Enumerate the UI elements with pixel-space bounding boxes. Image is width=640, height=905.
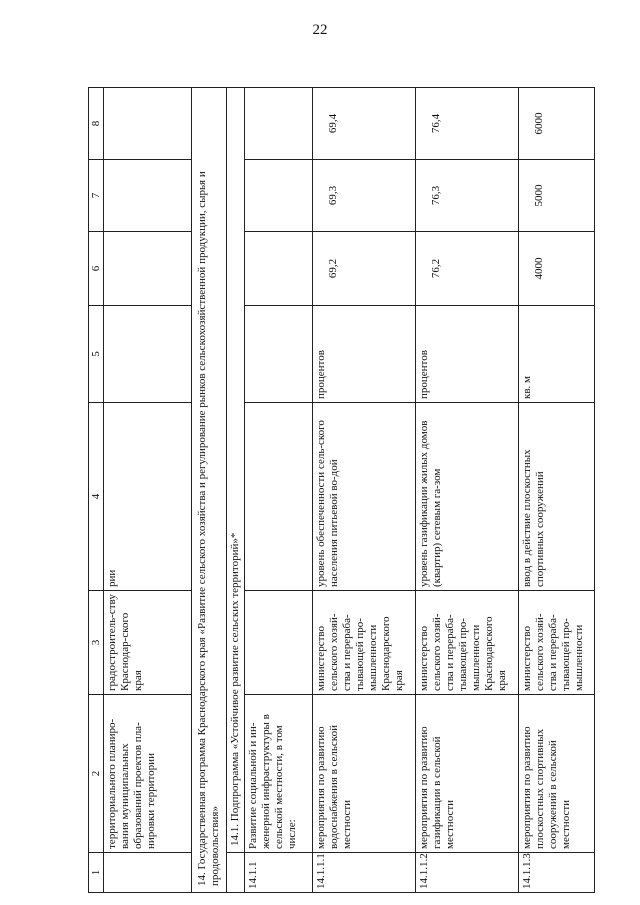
program-row <box>192 88 227 893</box>
cell-num: 14.1.1.2 <box>416 853 519 893</box>
cell-value <box>245 232 313 306</box>
cell-indicator: уровень газификации жилых домов (квартир) сетевым га-зом <box>416 403 519 591</box>
cell-unit: кв. м <box>519 306 595 403</box>
value-text: 76,3 <box>430 185 442 206</box>
value-text: 4000 <box>533 257 545 280</box>
cell-unit: процентов <box>313 306 416 403</box>
table-row <box>245 88 313 893</box>
cell-indicator <box>245 403 313 591</box>
table-row <box>519 88 595 893</box>
value-text: 76,4 <box>430 113 442 134</box>
cell-responsible: министерство сельского хозяй-ства и перераба-тывающей про-мышленности Краснодарского края <box>313 591 416 695</box>
subprogram-title: 14.1. Подпрограмма «Устойчивое развитие сельских территорий»* <box>227 88 245 853</box>
cell-value <box>416 160 519 232</box>
rotated-table-area <box>88 88 585 893</box>
cell-responsible: министерство сельского хозяй-ства и перераба-тывающей про-мышленности <box>519 591 595 695</box>
rotated-content <box>88 88 585 893</box>
value-text: 69,2 <box>327 258 339 279</box>
column-header: 1 <box>89 853 104 893</box>
cell-num: 14.1.1 <box>245 853 313 893</box>
value-text: 69,4 <box>327 113 339 134</box>
cell-value <box>519 88 595 160</box>
cell-value <box>416 232 519 306</box>
cell-responsible: градостроитель-ству Краснодар-ского края <box>104 591 192 695</box>
cell-responsible <box>245 591 313 695</box>
cell-unit: процентов <box>416 306 519 403</box>
cell-indicator: уровень обеспеченности сель-ского населения питьевой во-дой <box>313 403 416 591</box>
column-header: 3 <box>89 591 104 695</box>
column-header: 4 <box>89 403 104 591</box>
cell-value <box>519 232 595 306</box>
value-text: 5000 <box>533 184 545 207</box>
column-header: 6 <box>89 232 104 306</box>
cell-num: 14.1.1.1 <box>313 853 416 893</box>
cell-indicator: ввод в действие плоскостных спортивных сооружений <box>519 403 595 591</box>
cell-unit <box>245 306 313 403</box>
value-text: 6000 <box>533 112 545 135</box>
cell-value <box>519 160 595 232</box>
column-header: 2 <box>89 695 104 853</box>
value-text: 69,3 <box>327 185 339 206</box>
cell-unit <box>104 306 192 403</box>
cell-value <box>104 160 192 232</box>
cell-value <box>245 160 313 232</box>
cell-name: мероприятия по развитию газификации в сельской местности <box>416 695 519 853</box>
value-text: 76,2 <box>430 258 442 279</box>
table-row <box>313 88 416 893</box>
cell-num <box>104 853 192 893</box>
cell-num: 14.1.1.3 <box>519 853 595 893</box>
cell-responsible: министерство сельского хозяй-ства и перераба-тывающей про-мышленности Краснодарского края <box>416 591 519 695</box>
cell-value <box>313 88 416 160</box>
table-row <box>416 88 519 893</box>
cell-value <box>313 232 416 306</box>
cell-name: Развитие социальной и ин-женерной инфраструктуры в сельской местности, в том числе: <box>245 695 313 853</box>
column-header: 8 <box>89 88 104 160</box>
cell-name: территориального планиро-вания муниципальных образований проектов пла-нировки территории <box>104 695 192 853</box>
cell-value <box>313 160 416 232</box>
header-row <box>89 88 104 893</box>
subprogram-row <box>227 88 245 893</box>
cell-value <box>416 88 519 160</box>
cell-name: мероприятия по развитию водоснабжения в сельской местности <box>313 695 416 853</box>
indicators-table <box>88 87 595 893</box>
column-header: 7 <box>89 160 104 232</box>
cell-value <box>245 88 313 160</box>
cell-value <box>104 88 192 160</box>
page-number: 22 <box>312 22 328 38</box>
cell-indicator: рии <box>104 403 192 591</box>
table-row <box>104 88 192 893</box>
cell-name: мероприятия по развитию плоскостных спортивных сооружений в сельской местности <box>519 695 595 853</box>
program-title: 14. Государственная программа Краснодарского края «Развитие сельского хозяйства и регулирование рынков сельскохозяйственной продукции, сырья и продовольствия» <box>192 88 227 893</box>
cell-value <box>104 232 192 306</box>
column-header: 5 <box>89 306 104 403</box>
